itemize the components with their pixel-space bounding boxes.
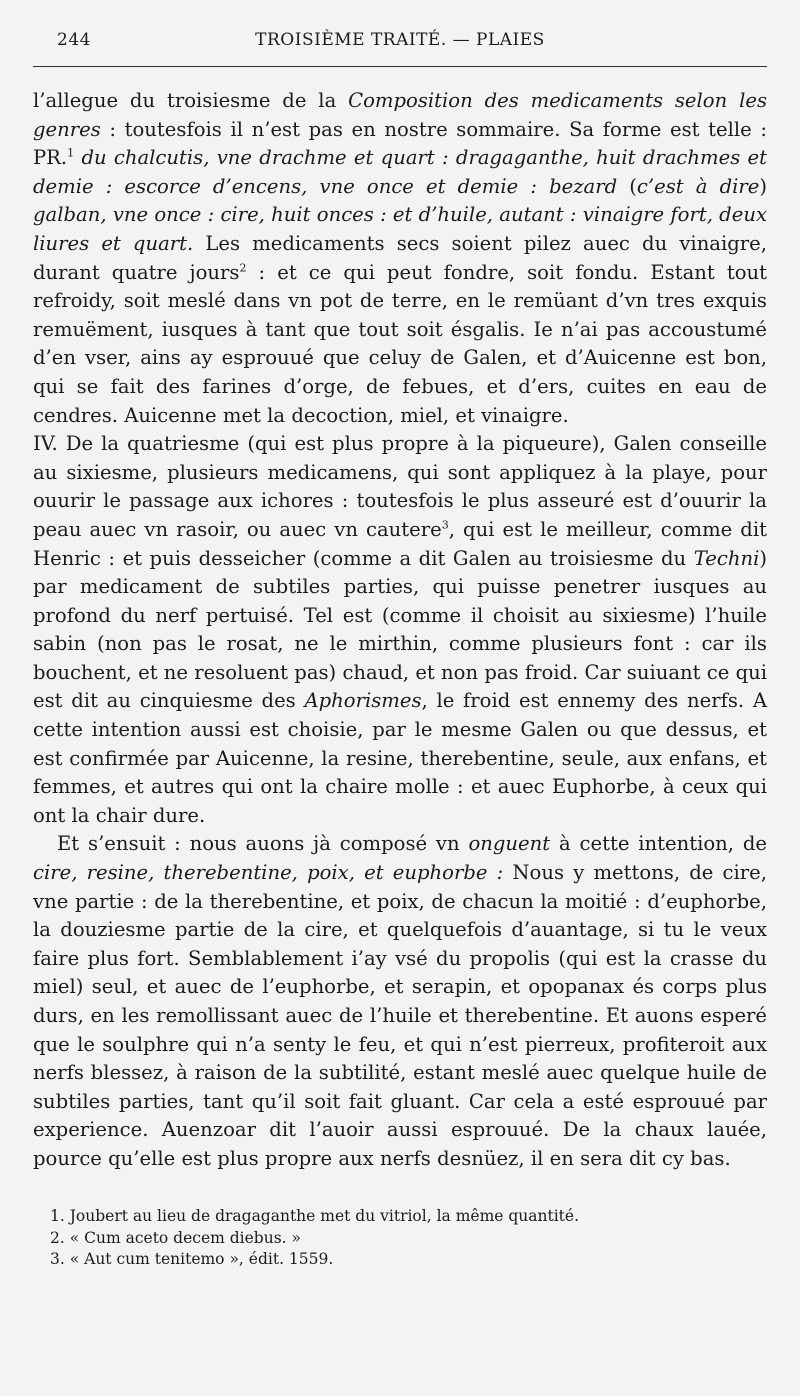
running-head xyxy=(33,30,767,56)
text-run: , le froid est ennemy des nerfs. A cette intention aussi est choisie, par le mesme Galen ou que dessus, et est confirmée par Auicenne, la resine, therebentine, seule, aux enfans, et femmes, et autres qui ont la chaire molle : et auec Euphorbe, à ceux qui ont la chair dure. xyxy=(33,689,767,827)
text-run: ( xyxy=(617,174,637,198)
paragraph-1 xyxy=(33,87,767,430)
text-run: ) par medicament de subtiles parties, qui puisse penetrer iusques au profond du nerf pertuisé. Tel est (comme il choisit au sixiesme) l’huile sabin (non pas le rosat, ne le mirthin, comme plusieurs font : car ils bouchent, et ne resoluent pas) chaud, et non pas froid. Car suiuant ce qui est dit au cinquiesme des xyxy=(33,546,767,713)
text-run: à cette intention, de xyxy=(550,832,767,856)
paragraph-3 xyxy=(33,830,767,1173)
footnote-ref-3: 3 xyxy=(441,518,449,532)
footnote-ref-1: 1 xyxy=(67,146,75,160)
page-number: 244 xyxy=(57,30,91,50)
italic-recipe: galban, vne once : cire, huit onces : et d’huile, autant : vinaigre fort, deux liures et quart. xyxy=(33,203,767,255)
text-run: ) xyxy=(759,174,767,198)
italic-title: Techni xyxy=(693,546,760,570)
running-title: TROISIÈME TRAITÉ. — PLAIES xyxy=(255,30,545,50)
footnotes xyxy=(50,1206,750,1271)
text-run: Nous y mettons, de cire, vne partie : de la therebentine, et poix, de chacun la moitié : d’euphorbe, la douziesme partie de la cire, et quelquefois d’auantage, si tu le veux faire plus fort. Semblablement i’ay vsé du propolis (qui est la crasse du miel) seul, et auec de l’euphorbe, et serapin, et opopanax és corps plus durs, en les remollissant auec de l’huile et therebentine. Et auons esperé que le soulphre qui n’a senty le feu, et qui n’est pierreux, profiteroit aux nerfs blessez, à raison de la subtilité, estant meslé auec quelque huile de subtiles parties, tant qu’il soit fait gluant. Car cela a esté esprouué par experience. Auenzoar dit l’auoir aussi esprouué. De la chaux lauée, pource qu’elle est plus propre aux nerfs desnüez, il en sera dit cy bas. xyxy=(33,861,767,1170)
text-run: l’allegue du troisiesme de la xyxy=(33,89,349,112)
italic-title: Aphorismes xyxy=(304,689,422,713)
text-run: IV. De la quatriesme (qui est plus propre à la piqueure), Galen conseille au sixiesme, plusieurs medicamens, qui sont appliquez à la playe, pour ouurir le passage aux ichores : toutesfois le plus asseuré est d’ouurir la peau auec vn rasoir, ou auec vn cautere xyxy=(33,432,767,541)
footnote-ref-2: 2 xyxy=(239,261,247,275)
header-rule xyxy=(33,66,767,67)
italic-run: onguent xyxy=(468,832,551,856)
main-text xyxy=(33,87,767,1174)
italic-title: Composition des medicaments selon les genres xyxy=(33,89,767,141)
paragraph-2 xyxy=(33,430,767,830)
italic-run: c’est à dire xyxy=(636,174,760,198)
text-run: : et ce qui peut fondre, soit fondu. Estant tout refroidy, soit meslé dans vn pot de terre, en le remüant d’vn tres exquis remuëment, iusques à tant que tout soit ésgalis. Ie n’ai pas accoustumé d’en vser, ains ay esprouué que celuy de Galen, et d’Auicenne est bon, qui se fait des farines d’orge, de febues, et d’ers, cuites en eau de cendres. Auicenne met la decoction, miel, et vinaigre. xyxy=(33,260,767,427)
text-run: Les medicaments secs soient pilez auec du vinaigre, durant quatre jours xyxy=(33,231,767,284)
footnote-2: 2. « Cum aceto decem diebus. » xyxy=(50,1228,301,1247)
italic-recipe: du chalcutis, vne drachme et quart : dragaganthe, huit drachmes et demie : escorce d’encens, vne once et demie : bezard xyxy=(33,146,767,198)
footnote-1: 1. Joubert au lieu de dragaganthe met du vitriol, la même quantité. xyxy=(50,1207,580,1225)
text-run: , qui est le meilleur, comme dit Henric : et puis desseicher (comme a dit Galen au troisiesme du xyxy=(33,517,767,570)
text-run: : toutesfois il n’est pas en nostre sommaire. Sa forme est telle : PR. xyxy=(33,117,767,170)
footnote-3: 3. « Aut cum tenitemo », édit. 1559. xyxy=(50,1250,334,1268)
text-run: Et s’ensuit : nous auons jà composé vn xyxy=(57,832,469,856)
italic-run: cire, resine, therebentine, poix, et euphorbe : xyxy=(33,861,504,885)
